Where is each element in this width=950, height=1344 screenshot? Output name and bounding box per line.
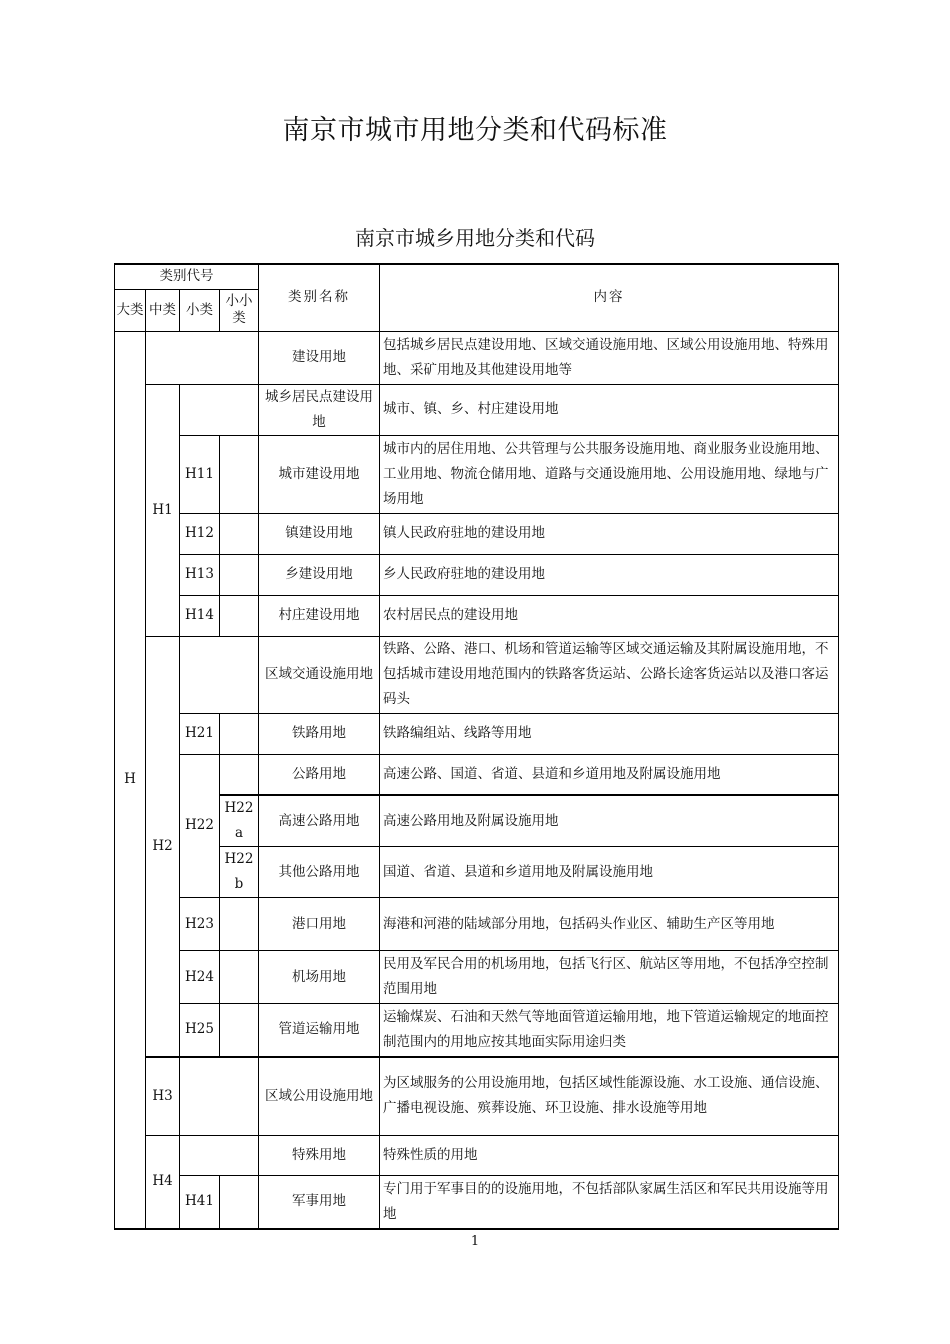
- code-h41: H41: [180, 1176, 220, 1229]
- table-title: 南京市城乡用地分类和代码: [355, 226, 595, 250]
- empty-cell: [220, 898, 259, 951]
- empty-cell: [220, 754, 259, 795]
- row-content: 城市、镇、乡、村庄建设用地: [380, 384, 839, 435]
- code-h11: H11: [180, 435, 220, 513]
- header-name: 类别名称: [259, 264, 380, 331]
- code-h13: H13: [180, 554, 220, 595]
- row-content: 镇人民政府驻地的建设用地: [380, 513, 839, 554]
- empty-cell: [180, 1057, 259, 1136]
- code-h24: H24: [180, 951, 220, 1004]
- page-title: 南京市城市用地分类和代码标准: [282, 115, 668, 146]
- row-name: 公路用地: [259, 754, 380, 795]
- row-content: 国道、省道、县道和乡道用地及附属设施用地: [380, 847, 839, 898]
- row-content: 农村居民点的建设用地: [380, 595, 839, 636]
- code-h4: H4: [146, 1136, 180, 1229]
- row-name: 管道运输用地: [259, 1004, 380, 1057]
- row-name: 港口用地: [259, 898, 380, 951]
- row-content: 城市内的居住用地、公共管理与公共服务设施用地、商业服务业设施用地、工业用地、物流仓储用地、道路与交通设施用地、公用设施用地、绿地与广场用地: [380, 435, 839, 513]
- row-name: 高速公路用地: [259, 795, 380, 847]
- row-name: 村庄建设用地: [259, 595, 380, 636]
- row-name: 军事用地: [259, 1176, 380, 1229]
- code-h22: H22: [180, 754, 220, 898]
- row-content: 高速公路用地及附属设施用地: [380, 795, 839, 847]
- empty-cell: [220, 713, 259, 754]
- header-content: 内容: [380, 264, 839, 331]
- row-content: 铁路、公路、港口、机场和管道运输等区域交通运输及其附属设施用地，不包括城市建设用地范围内的铁路客货运站、公路长途客货运站以及港口客运码头: [380, 636, 839, 713]
- code-h14: H14: [180, 595, 220, 636]
- empty-cell: [180, 636, 259, 713]
- code-h1: H1: [146, 384, 180, 636]
- row-name: 特殊用地: [259, 1136, 380, 1176]
- row-content: 海港和河港的陆域部分用地，包括码头作业区、辅助生产区等用地: [380, 898, 839, 951]
- row-content: 特殊性质的用地: [380, 1136, 839, 1176]
- row-content: 运输煤炭、石油和天然气等地面管道运输用地，地下管道运输规定的地面控制范围内的用地应按其地面实际用途归类: [380, 1004, 839, 1057]
- row-name: 机场用地: [259, 951, 380, 1004]
- empty-cell: [146, 331, 259, 384]
- empty-cell: [220, 951, 259, 1004]
- empty-cell: [220, 1004, 259, 1057]
- header-code-group: 类别代号: [115, 264, 259, 289]
- row-name: 城乡居民点建设用地: [259, 384, 380, 435]
- code-h2: H2: [146, 636, 180, 1057]
- empty-cell: [180, 1136, 259, 1176]
- land-use-table: [114, 263, 839, 1230]
- code-h12: H12: [180, 513, 220, 554]
- row-content: 铁路编组站、线路等用地: [380, 713, 839, 754]
- row-content: 专门用于军事目的的设施用地，不包括部队家属生活区和军民共用设施等用地: [380, 1176, 839, 1229]
- code-h21: H21: [180, 713, 220, 754]
- header-major: 大类: [115, 289, 146, 331]
- header-minor: 小类: [180, 289, 220, 331]
- code-h22b: H22b: [220, 847, 259, 898]
- row-name: 其他公路用地: [259, 847, 380, 898]
- empty-cell: [220, 554, 259, 595]
- row-content: 高速公路、国道、省道、县道和乡道用地及附属设施用地: [380, 754, 839, 795]
- row-name: 建设用地: [259, 331, 380, 384]
- row-name: 城市建设用地: [259, 435, 380, 513]
- row-name: 区域交通设施用地: [259, 636, 380, 713]
- code-h25: H25: [180, 1004, 220, 1057]
- row-content: 包括城乡居民点建设用地、区域交通设施用地、区域公用设施用地、特殊用地、采矿用地及其他建设用地等: [380, 331, 839, 384]
- empty-cell: [180, 384, 259, 435]
- code-h23: H23: [180, 898, 220, 951]
- code-major-h: H: [115, 331, 146, 1229]
- header-medium: 中类: [146, 289, 180, 331]
- empty-cell: [220, 513, 259, 554]
- code-h22a: H22a: [220, 795, 259, 847]
- code-h3: H3: [146, 1057, 180, 1136]
- row-content: 为区域服务的公用设施用地，包括区域性能源设施、水工设施、通信设施、广播电视设施、殡葬设施、环卫设施、排水设施等用地: [380, 1057, 839, 1136]
- row-name: 区域公用设施用地: [259, 1057, 380, 1136]
- empty-cell: [220, 595, 259, 636]
- empty-cell: [220, 1176, 259, 1229]
- page-number: 1: [470, 1234, 480, 1249]
- row-name: 铁路用地: [259, 713, 380, 754]
- header-subminor: 小小类: [220, 289, 259, 331]
- row-name: 镇建设用地: [259, 513, 380, 554]
- row-name: 乡建设用地: [259, 554, 380, 595]
- empty-cell: [220, 435, 259, 513]
- row-content: 乡人民政府驻地的建设用地: [380, 554, 839, 595]
- row-content: 民用及军民合用的机场用地，包括飞行区、航站区等用地，不包括净空控制范围用地: [380, 951, 839, 1004]
